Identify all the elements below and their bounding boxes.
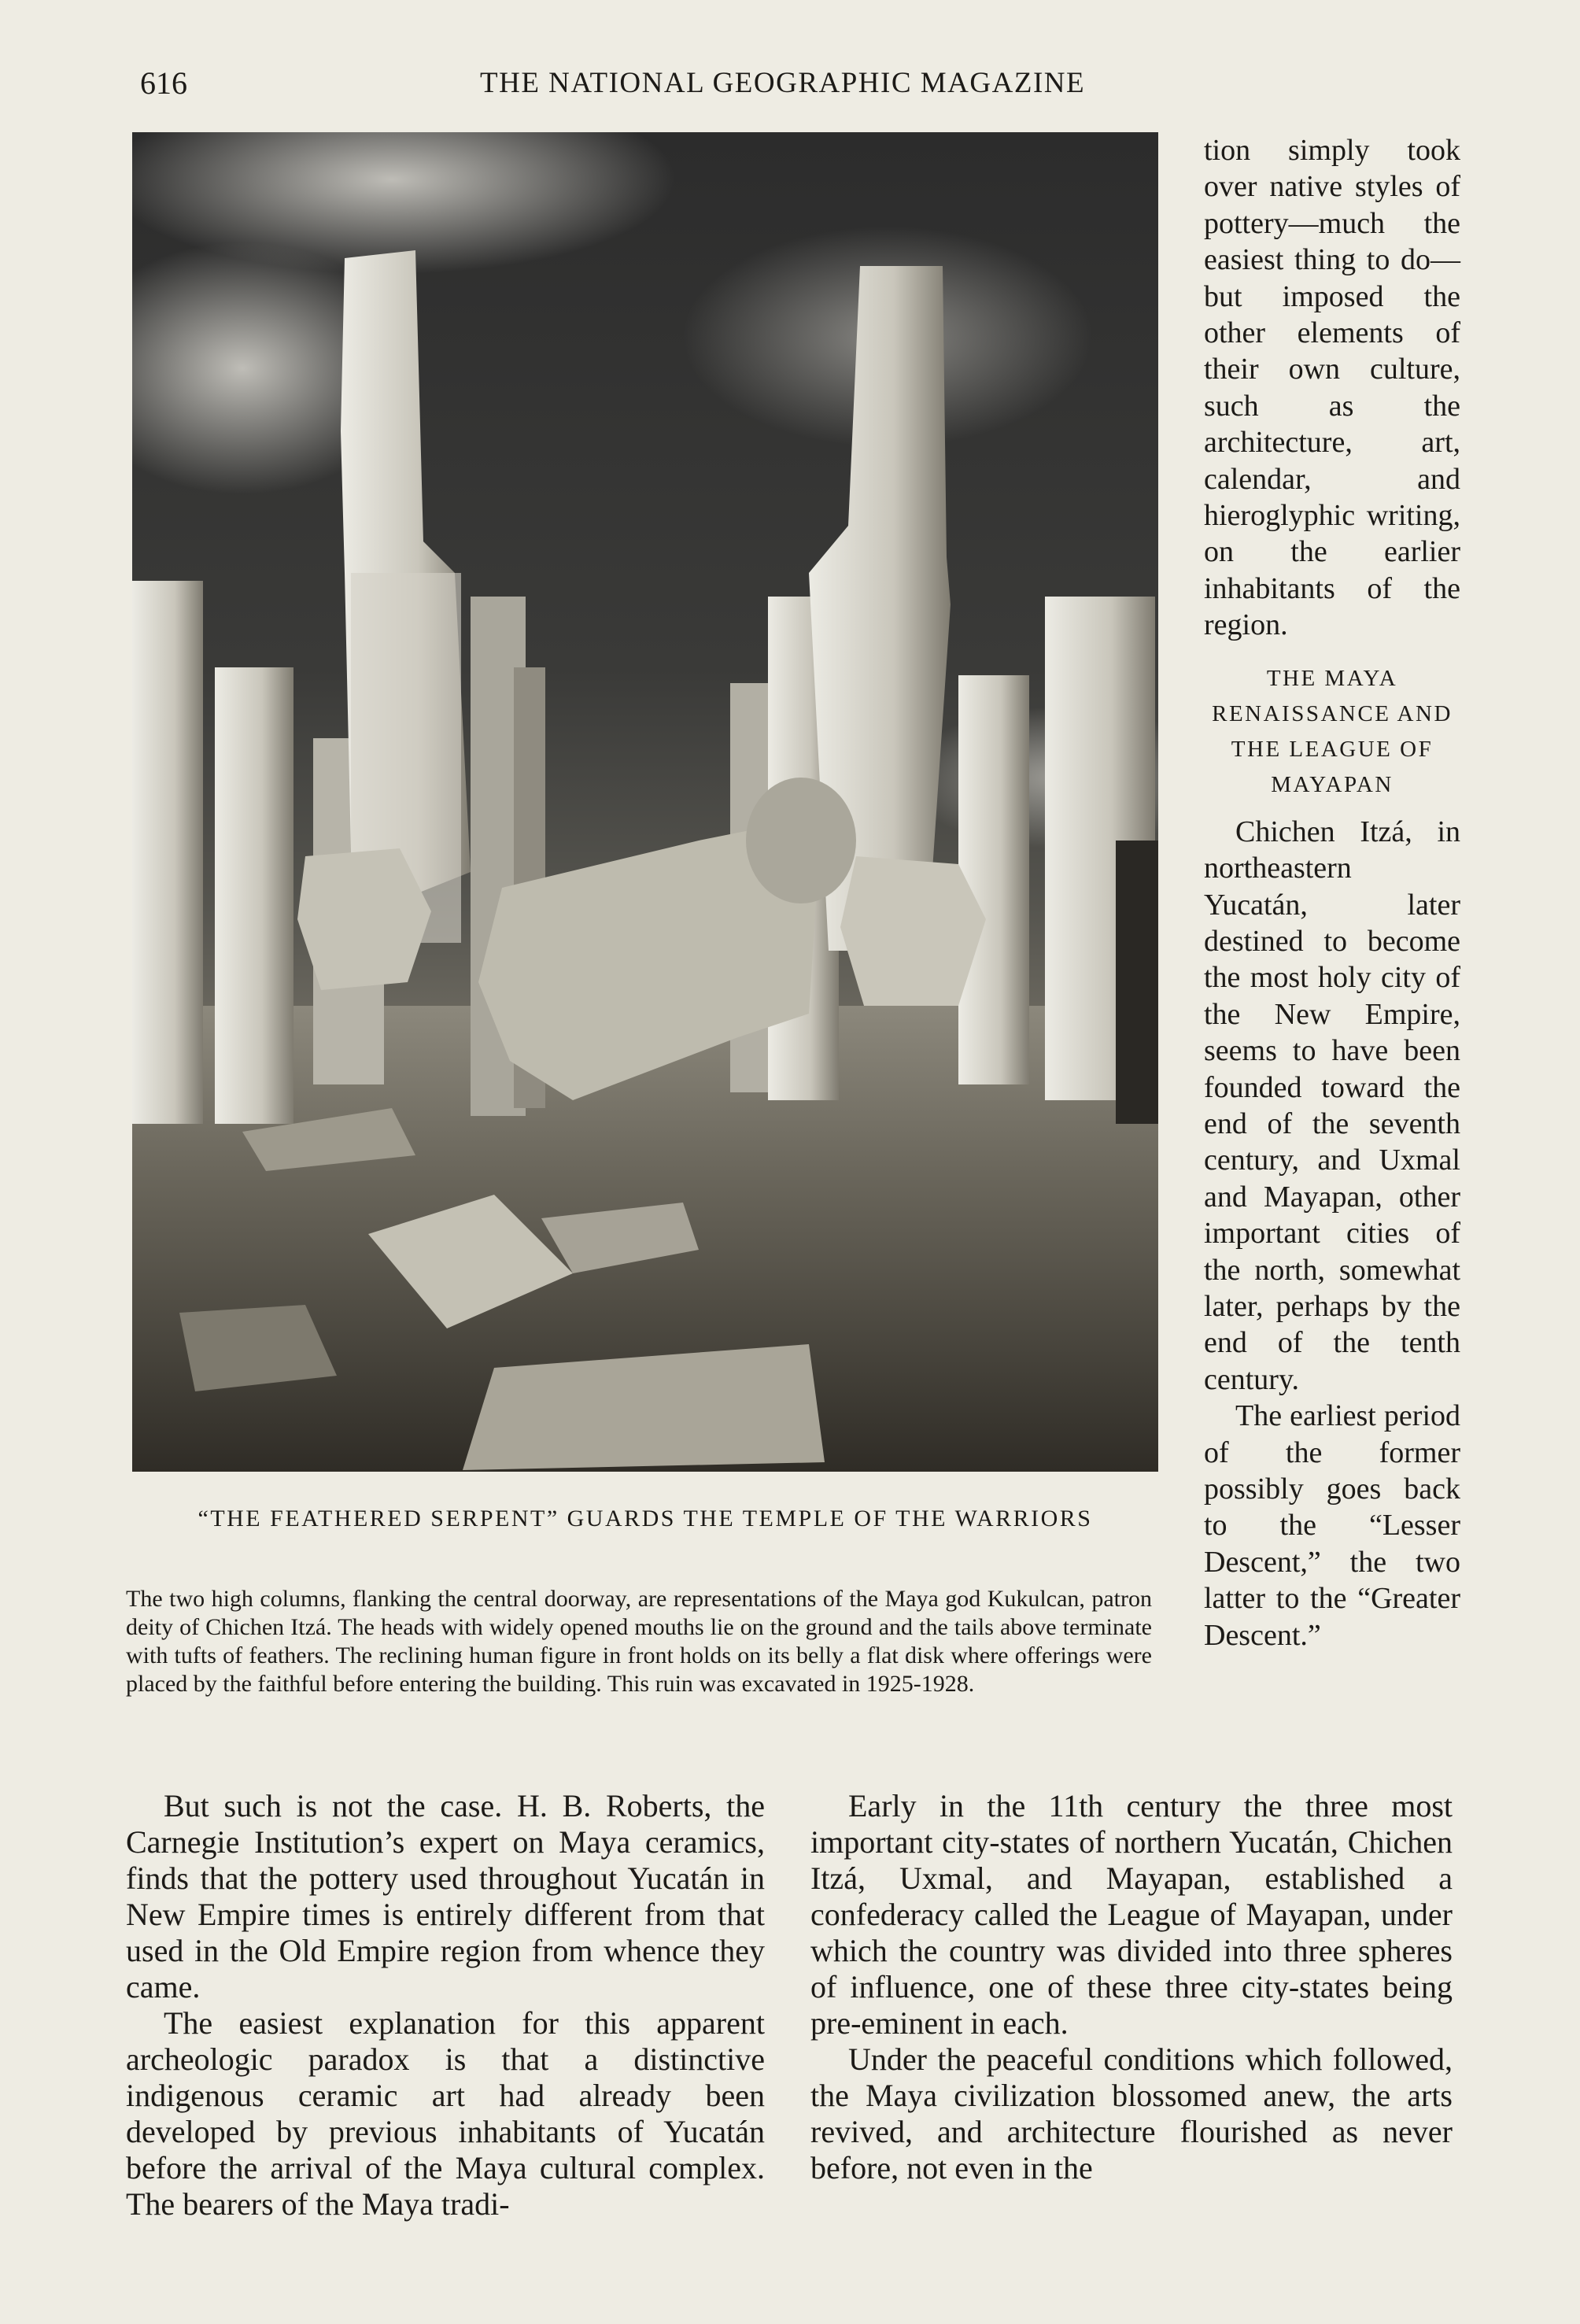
side-column [1204,132,1460,1653]
right-paragraph-1: Early in the 11th century the three most important city-states of northern Yucatán, Chichen Itzá, Uxmal, and Mayapan, established a confederacy called the League of Mayapan, under which the country was divided into three spheres of influence, one of these three city-states being pre-eminent in each. [810,1788,1453,2041]
section-subhead: THE MAYA RENAISSANCE AND THE LEAGUE OF MAYAPAN [1212,665,1453,797]
page-number: 616 [140,65,187,101]
side-paragraph-1: tion simply took over native styles of pottery—much the easiest thing to do—but imposed the other elements of their own culture, such as the architecture, art, calendar, and hieroglyphic writing, on the earlier inhabitants of the region. [1204,134,1460,642]
side-paragraph-2: Chichen Itzá, in northeastern Yucatán, later destined to become the most holy city of the New Empire, seems to have been founded toward the end of the seventh century, and Uxmal and Mayapan, other important cities of the north, somewhat later, perhaps by the end of the tenth century. [1204,815,1460,1396]
left-paragraph-2: The easiest explanation for this apparent archeologic paradox is that a distinctive indigenous ceramic art had already been developed by previous inhabitants of Yucatán before the arrival of the Maya cultural complex. The bearers of the Maya tradi- [126,2005,765,2222]
running-header: THE NATIONAL GEOGRAPHIC MAGAZINE [480,67,1086,99]
right-paragraph-2: Under the peaceful conditions which followed, the Maya civilization blossomed anew, the arts revived, and architecture flourished as never before, not even in the [810,2041,1453,2185]
caption-body: The two high columns, flanking the central doorway, are representations of the Maya god Kukulcan, patron deity of Chichen Itzá. The heads with widely opened mouths lie on the ground and the tails above terminate with tufts of feathers. The reclining human figure in front holds on its belly a flat disk where offerings were placed by the faithful before entering the building. This ruin was excavated in 1925-1928. [126,1586,1152,1697]
temple-photo [132,132,1158,1472]
side-paragraph-3: The earliest period of the former possibly goes back to the “Lesser Descent,” the two latter to the “Greater Descent.” [1204,1399,1460,1652]
left-paragraph-1: But such is not the case. H. B. Roberts, the Carnegie Institution’s expert on Maya ceramics, finds that the pottery used throughout Yucatán in New Empire times is entirely different from that used in the Old Empire region from whence they came. [126,1788,765,2004]
left-column [126,1788,765,2222]
caption-title: “THE FEATHERED SERPENT” GUARDS THE TEMPLE OF THE WARRIORS [198,1506,1093,1531]
right-column [810,1788,1453,2186]
